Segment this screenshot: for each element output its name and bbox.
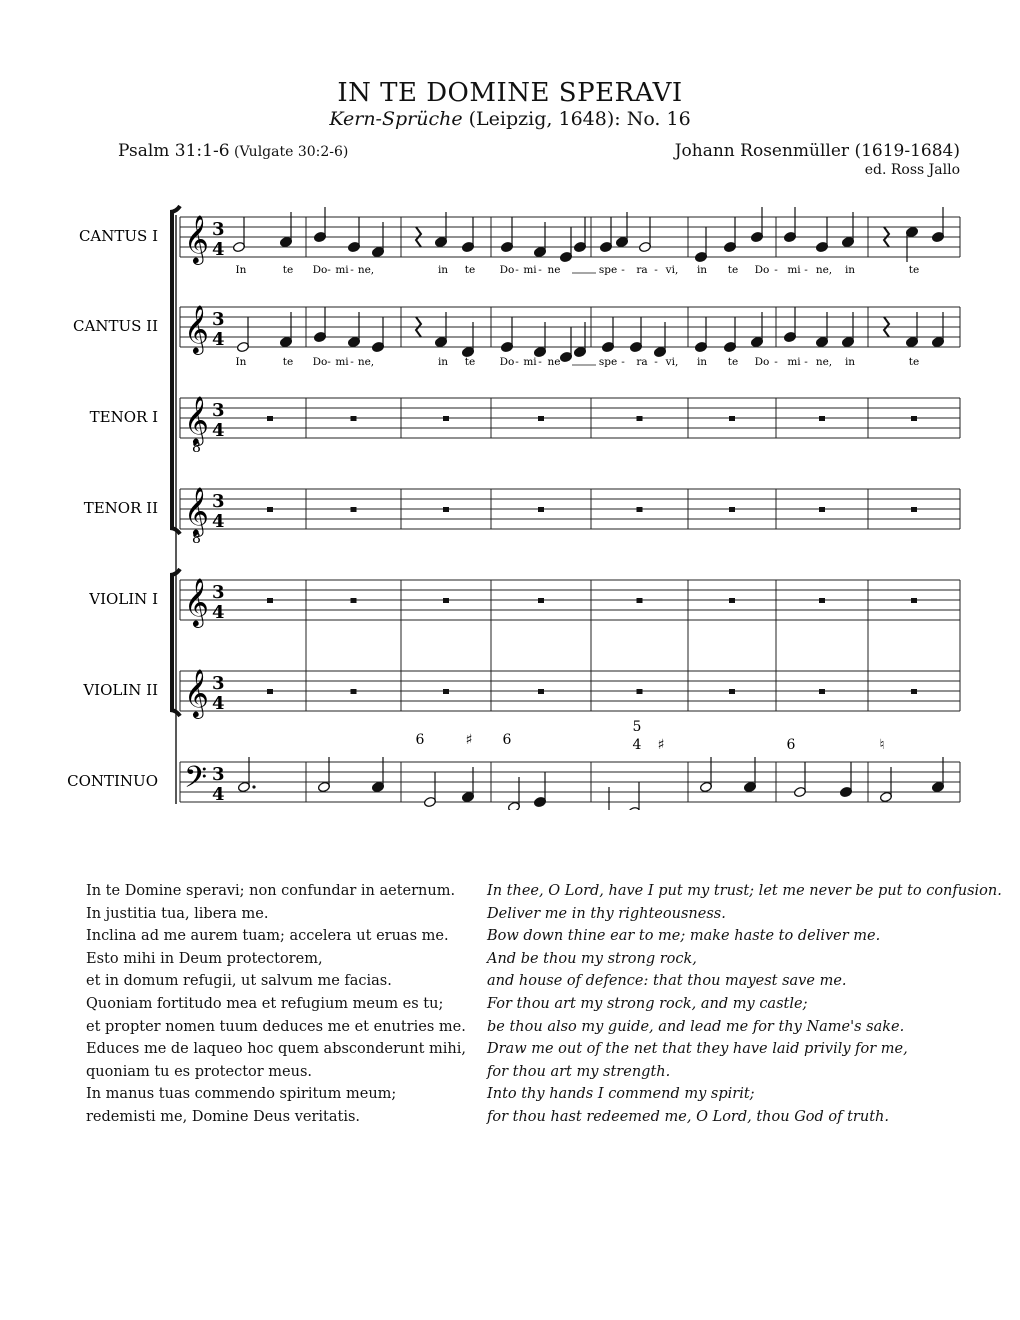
lyric-syllable: mi <box>335 264 349 276</box>
time-sig-bottom: 4 <box>212 693 225 714</box>
lyric-syllable: te <box>727 264 739 276</box>
collection-name: Kern-Sprüche <box>329 108 463 130</box>
lyric-syllable: in <box>696 264 708 276</box>
part-name: TENOR II <box>83 499 158 517</box>
lyric-syllable: ne <box>547 356 561 368</box>
latin-line: Esto mihi in Deum protectorem, <box>86 950 323 967</box>
whole-rest <box>267 598 273 603</box>
whole-rest <box>911 416 917 421</box>
latin-line: et propter nomen tuum deduces me et enutries me. <box>86 1018 466 1035</box>
figured-bass: 6 <box>786 737 796 753</box>
english-line: In thee, O Lord, have I put my trust; let me never be put to confusion. <box>487 883 1002 899</box>
whole-rest <box>819 689 825 694</box>
whole-rest <box>538 507 544 512</box>
lyric-syllable: ne, <box>357 356 375 368</box>
latin-line: Inclina ad me aurem tuam; accelera ut eruas me. <box>86 928 449 945</box>
part-name: CONTINUO <box>67 772 158 790</box>
time-sig-top: 3 <box>212 309 225 330</box>
lyric-syllable: ne, <box>815 356 833 368</box>
lyric-syllable: in <box>437 356 449 368</box>
staff-tenor-ii <box>180 489 960 529</box>
english-line: for thou hast redeemed me, O Lord, thou God of truth. <box>487 1108 889 1125</box>
whole-rest <box>911 689 917 694</box>
lyric-syllable: te <box>282 356 294 368</box>
time-sig-bottom: 4 <box>212 784 225 805</box>
lyric-syllable: ra <box>636 356 648 368</box>
time-sig-top: 3 <box>212 491 225 512</box>
lyric-hyphen: - <box>515 356 519 368</box>
lyric-hyphen: - <box>327 264 331 276</box>
figured-bass: ♯ <box>465 732 473 748</box>
lyric-hyphen: - <box>515 264 519 276</box>
latin-line: In justitia tua, libera me. <box>86 905 269 922</box>
lyric-syllable: spe <box>598 356 618 368</box>
lyric-hyphen: - <box>621 356 625 368</box>
whole-rest <box>351 598 357 603</box>
treble-clef-icon: 𝄞 <box>184 304 209 353</box>
lyric-syllable: mi <box>523 264 537 276</box>
lyric-syllable: te <box>908 356 920 368</box>
whole-rest <box>637 689 643 694</box>
english-line: Deliver me in thy righteousness. <box>487 905 726 922</box>
violins-bracket <box>170 569 180 716</box>
figured-bass: ♮ <box>879 737 885 753</box>
whole-rest <box>729 598 735 603</box>
time-sig-bottom: 4 <box>212 420 225 441</box>
latin-line: Educes me de laqueo hoc quem absconderunt mihi, <box>86 1041 466 1058</box>
whole-rest <box>351 507 357 512</box>
whole-rest <box>637 416 643 421</box>
whole-rest <box>267 689 273 694</box>
part-name: VIOLIN II <box>83 681 158 699</box>
english-line: For thou art my strong rock, and my castle; <box>487 995 808 1012</box>
latin-line: Quoniam fortitudo mea et refugium meum es tu; <box>86 995 444 1012</box>
lyric-hyphen: - <box>350 264 354 276</box>
english-line: Draw me out of the net that they have laid privily for me, <box>487 1041 908 1058</box>
whole-rest <box>819 507 825 512</box>
whole-rest <box>538 598 544 603</box>
treble-clef-icon: 𝄞 <box>184 395 209 444</box>
lyric-syllable: mi <box>335 356 349 368</box>
lyric-syllable: Do <box>499 356 515 368</box>
composer: Johann Rosenmüller (1619-1684) <box>674 141 960 161</box>
lyric-syllable: te <box>908 264 920 276</box>
psalm-reference <box>118 141 348 161</box>
lyric-syllable: te <box>282 264 294 276</box>
staff-cantus-i <box>180 217 960 257</box>
lyric-syllable: vi, <box>665 264 679 276</box>
lyric-syllable: te <box>727 356 739 368</box>
lyric-hyphen: - <box>350 356 354 368</box>
collection-details: (Leipzig, 1648): No. 16 <box>462 108 691 130</box>
time-sig-bottom: 4 <box>212 602 225 623</box>
whole-rest <box>443 507 449 512</box>
whole-rest <box>267 416 273 421</box>
time-sig-bottom: 4 <box>212 239 225 260</box>
english-text-block <box>487 880 1002 1129</box>
octave-mark: 8 <box>192 440 201 456</box>
whole-rest <box>443 416 449 421</box>
time-sig-top: 3 <box>212 673 225 694</box>
octave-mark: 8 <box>192 531 201 547</box>
lyric-hyphen: - <box>654 356 658 368</box>
augmentation-dot <box>252 785 255 788</box>
lyric-syllable: ra <box>636 264 648 276</box>
time-sig-bottom: 4 <box>212 329 225 350</box>
lyric-syllable: in <box>696 356 708 368</box>
whole-rest <box>911 507 917 512</box>
time-sig-bottom: 4 <box>212 511 225 532</box>
treble-clef-icon: 𝄞 <box>184 668 209 717</box>
lyric-hyphen: - <box>538 264 542 276</box>
lyric-hyphen: - <box>327 356 331 368</box>
lyric-syllable: In <box>235 356 247 368</box>
lyric-hyphen: - <box>774 356 778 368</box>
latin-line: In te Domine speravi; non confundar in aeternum. <box>86 883 456 899</box>
lyric-hyphen: - <box>804 356 808 368</box>
lyric-syllable: in <box>437 264 449 276</box>
english-line: and house of defence: that thou mayest save me. <box>487 973 847 990</box>
lyric-syllable: mi <box>523 356 537 368</box>
figured-bass: 4 <box>632 737 642 753</box>
lyric-hyphen: - <box>804 264 808 276</box>
whole-rest <box>538 416 544 421</box>
psalm-number: Psalm 31:1-6 <box>118 141 230 161</box>
time-sig-top: 3 <box>212 764 225 785</box>
lyric-syllable: Do <box>754 356 770 368</box>
vulgate-reference: (Vulgate 30:2-6) <box>229 144 349 160</box>
lyric-syllable: mi <box>787 264 801 276</box>
bass-clef-icon: 𝄢 <box>184 761 208 802</box>
whole-rest <box>637 598 643 603</box>
latin-line: In manus tuas commendo spiritum meum; <box>86 1086 397 1103</box>
lyric-hyphen: - <box>538 356 542 368</box>
whole-rest <box>729 507 735 512</box>
lyric-hyphen: - <box>774 264 778 276</box>
latin-text-block <box>86 880 476 1129</box>
whole-rest <box>351 689 357 694</box>
whole-rest <box>351 416 357 421</box>
collection-subtitle <box>0 108 1020 130</box>
lyric-hyphen: - <box>654 264 658 276</box>
staff-violin-i <box>180 580 960 620</box>
part-name: CANTUS I <box>78 227 158 245</box>
lyric-syllable: In <box>235 264 247 276</box>
treble-clef-icon: 𝄞 <box>184 577 209 626</box>
english-line: Bow down thine ear to me; make haste to deliver me. <box>487 928 881 945</box>
latin-line: et in domum refugii, ut salvum me facias. <box>86 973 392 990</box>
lyric-syllable: ne, <box>357 264 375 276</box>
whole-rest <box>538 689 544 694</box>
figured-bass: 6 <box>502 732 512 748</box>
staff-tenor-i <box>180 398 960 438</box>
figured-bass: 6 <box>415 732 425 748</box>
whole-rest <box>443 689 449 694</box>
part-name: TENOR I <box>89 408 158 426</box>
voices-bracket <box>170 206 180 534</box>
lyric-syllable: in <box>844 264 856 276</box>
time-sig-top: 3 <box>212 400 225 421</box>
whole-rest <box>267 507 273 512</box>
figured-bass: 5 <box>632 719 642 735</box>
english-line: Into thy hands I commend my spirit; <box>487 1086 755 1103</box>
whole-rest <box>819 416 825 421</box>
lyric-syllable: spe <box>598 264 618 276</box>
time-sig-top: 3 <box>212 219 225 240</box>
english-line: be thou also my guide, and lead me for thy Name's sake. <box>487 1018 905 1035</box>
piece-title: IN TE DOMINE SPERAVI <box>337 78 683 108</box>
whole-rest <box>729 416 735 421</box>
lyric-syllable: te <box>464 264 476 276</box>
whole-rest <box>911 598 917 603</box>
english-line: for thou art my strength. <box>487 1063 671 1080</box>
lyric-syllable: in <box>844 356 856 368</box>
lyric-syllable: ne <box>547 264 561 276</box>
lyric-syllable: Do <box>312 356 328 368</box>
whole-rest <box>637 507 643 512</box>
whole-rest <box>443 598 449 603</box>
lyric-syllable: ne, <box>815 264 833 276</box>
latin-line: quoniam tu es protector meus. <box>86 1063 313 1080</box>
lyric-syllable: Do <box>754 264 770 276</box>
whole-rest <box>819 598 825 603</box>
editor: ed. Ross Jallo <box>864 162 960 178</box>
latin-line: redemisti me, Domine Deus veritatis. <box>86 1108 361 1125</box>
lyric-syllable: Do <box>499 264 515 276</box>
lyric-syllable: te <box>464 356 476 368</box>
lyric-syllable: mi <box>787 356 801 368</box>
treble-clef-icon: 𝄞 <box>184 214 209 263</box>
treble-clef-icon: 𝄞 <box>184 486 209 535</box>
lyric-hyphen: - <box>621 264 625 276</box>
whole-rest <box>729 689 735 694</box>
lyric-syllable: vi, <box>665 356 679 368</box>
figured-bass: ♯ <box>657 737 665 753</box>
staff-violin-ii <box>180 671 960 711</box>
musical-score <box>0 200 1020 810</box>
time-sig-top: 3 <box>212 582 225 603</box>
english-line: And be thou my strong rock, <box>487 950 697 967</box>
lyric-syllable: Do <box>312 264 328 276</box>
part-name: CANTUS II <box>73 317 158 335</box>
part-name: VIOLIN I <box>89 590 158 608</box>
